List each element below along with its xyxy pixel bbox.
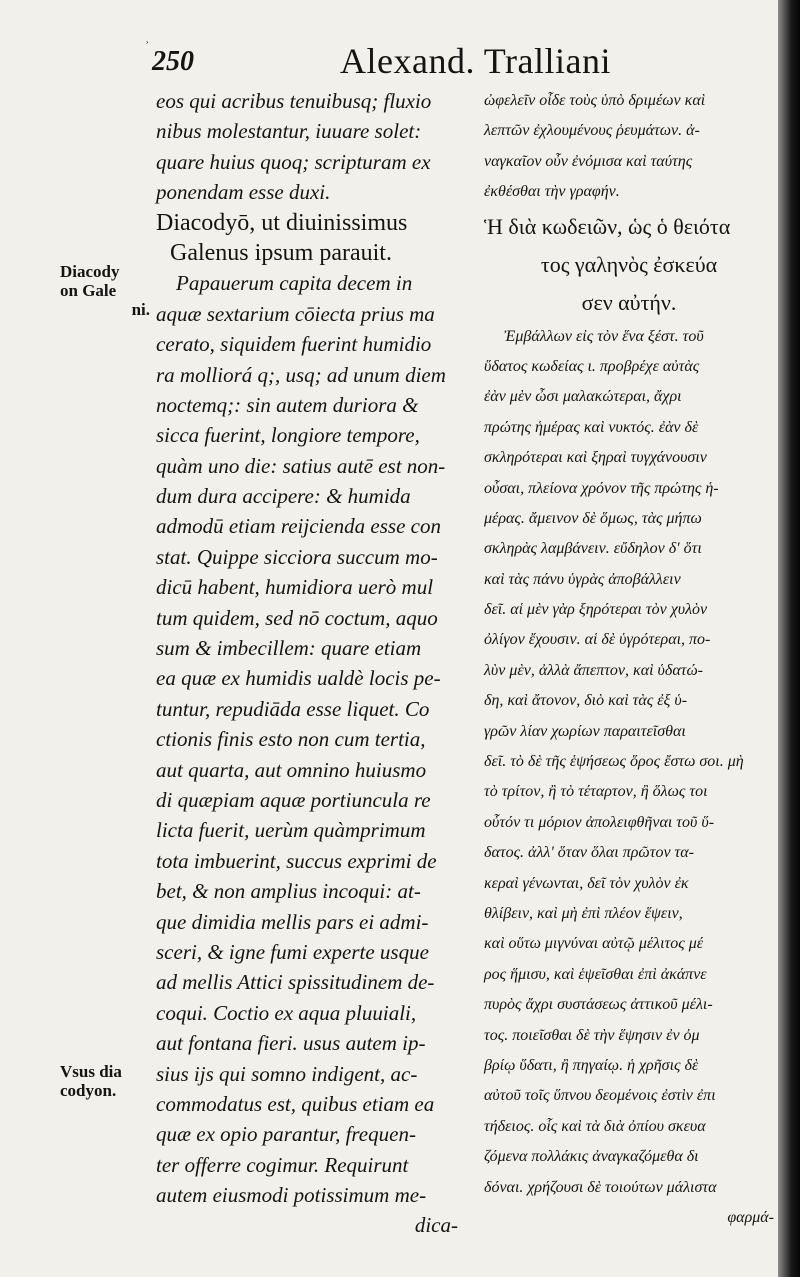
greek-line: ρος ἥμισυ, καὶ ἑψεῖσθαι ἐπὶ ἀκάπνε (484, 965, 707, 983)
greek-line: δατος. ἀλλ' ὅταν ὅλαι πρῶτον τα- (484, 844, 695, 862)
greek-line: λεπτῶν ἐχλουμένους ῥευμάτων. ἀ- (484, 122, 700, 140)
latin-line: Papauerum capita decem in (176, 271, 413, 296)
latin-line: commodatus est, quibus etiam ea (156, 1091, 435, 1116)
greek-line: ὀλίγον ἔχουσιν. αἱ δὲ ὑγρότεραι, πο- (484, 631, 711, 649)
greek-line: δη, καὶ ἄτονον, διὸ καὶ τὰς ἐξ ὑ- (484, 692, 688, 710)
greek-line: οὖτόν τι μόριον ἀπολειφθῆναι τοῦ ὕ- (484, 813, 715, 831)
greek-heading: Ἡ διὰ κωδειῶν, ὡς ὁ θειότα (484, 213, 731, 239)
greek-line: κεραὶ γένωνται, δεῖ τὸν χυλὸν ἐκ (484, 874, 689, 892)
latin-column (156, 86, 458, 1241)
greek-line: μέρας. ἄμεινον δὲ ὅμως, τὰς μήπω (484, 509, 702, 527)
greek-catchword: φαρμά- (727, 1208, 774, 1226)
latin-line: sicca fuerint, longiore tempore, (156, 423, 420, 448)
latin-line: tum quidem, sed nō coctum, aquo (156, 605, 438, 630)
margin-note-line: Vsus dia (60, 1062, 122, 1081)
greek-line: καὶ οὕτω μιγνύναι αὐτῷ μέλιτος μέ (484, 935, 704, 953)
margin-note-line: on Gale (60, 281, 117, 300)
greek-line: λὺν μὲν, ἀλλὰ ἄπεπτον, καὶ ὑδατώ- (484, 661, 703, 679)
greek-line: δεῖ. αἱ μὲν γὰρ ξηρότεραι τὸν χυλὸν (484, 601, 708, 619)
greek-heading: σεν αὐτήν. (581, 289, 677, 315)
greek-line: σκληρὰς λαμβάνειν. εὔδηλον δ' ὅτι (484, 540, 702, 558)
latin-line: nibus molestantur, iuuare solet: (156, 119, 422, 144)
latin-line: noctemq;: sin autem duriora & (156, 392, 419, 417)
latin-line: aut quarta, aut omnino huiusmo (156, 757, 427, 782)
latin-line: ra molliorá q;, usq; ad unum diem (156, 362, 446, 387)
latin-line: ponendam esse duxi. (156, 180, 331, 205)
latin-line: ea quæ ex humidis ualdè locis pe- (156, 666, 441, 691)
greek-line: καὶ τὰς πάνυ ὑγρὰς ἀποβάλλειν (484, 570, 681, 588)
latin-line: que dimidia mellis pars ei admi- (156, 909, 429, 934)
latin-line: di quæpiam aquæ portiuncula re (156, 787, 431, 812)
greek-line: τήδειος. οἷς καὶ τὰ διὰ ὀπίου σκευα (484, 1117, 706, 1135)
latin-line: autem eiusmodi potissimum me- (156, 1183, 427, 1208)
latin-line: ad mellis Attici spissitudinem de- (156, 970, 435, 995)
greek-line: οὖσαι, πλείονα χρόνον τῆς πρώτης ἡ- (484, 479, 719, 497)
greek-line: ναγκαῖον οὖν ἐνόμισα καὶ ταύτης (484, 152, 693, 170)
latin-line: coqui. Coctio ex aqua pluuiali, (156, 1000, 417, 1025)
greek-line: πρώτης ἡμέρας καὶ νυκτός. ἐὰν δὲ (484, 418, 699, 436)
greek-heading: τος γαληνὸς ἐσκεύα (540, 251, 718, 277)
greek-line: θλίβειν, καὶ μὴ ἐπὶ πλέον ἕψειν, (484, 904, 683, 922)
latin-line: aut fontana fieri. usus autem ip- (156, 1031, 426, 1056)
latin-catchword: dica- (414, 1213, 458, 1238)
greek-line: ἐκθέσθαι τὴν γραφήν. (484, 183, 620, 201)
greek-line: βρίῳ ὕδατι, ἢ πηγαίῳ. ἡ χρῆσις δὲ (484, 1056, 699, 1074)
latin-line: stat. Quippe sicciora succum mo- (156, 544, 438, 569)
greek-line: δόναι. χρήζουσι δὲ τοιούτων μάλιστα (484, 1178, 717, 1196)
greek-line: ὕδατος κωδείας ι. προβρέχε αὐτὰς (484, 357, 700, 375)
latin-line: ter offerre cogimur. Requirunt (156, 1152, 409, 1177)
greek-line: ζόμενα πολλάκις ἀναγκαζόμεθα δι (484, 1148, 699, 1166)
latin-line: sum & imbecillem: quare etiam (156, 636, 422, 661)
latin-line: eos qui acribus tenuibusq; fluxio (156, 89, 432, 113)
latin-heading: Galenus ipsum parauit. (170, 239, 392, 266)
latin-line: tota imbuerint, succus exprimi de (156, 848, 437, 873)
ink-mark: ¸ (145, 30, 149, 44)
margin-note-line: ni. (131, 300, 150, 319)
latin-line: aquæ sextarium cōiecta prius ma (156, 301, 435, 326)
latin-line: quàm uno die: satius autē est non- (156, 453, 446, 478)
latin-line: admodū etiam reijcienda esse con (156, 514, 441, 539)
latin-line: ctionis finis esto non cum tertia, (156, 727, 426, 752)
greek-line: γρῶν λίαν χωρίων παραιτεῖσθαι (484, 722, 686, 740)
page-number: 250 (152, 46, 194, 77)
margin-note-line: Diacody (60, 262, 120, 281)
margin-note-usus (60, 1062, 150, 1100)
greek-line: τὸ τρίτον, ἢ τὸ τέταρτον, ἢ ὅλως τοι (484, 783, 708, 801)
latin-line: quare huius quoq; scripturam ex (156, 149, 431, 174)
latin-heading: Diacodyō, ut diuinissimus (156, 209, 408, 236)
greek-line: πυρὸς ἄχρι συστάσεως ἀττικοῦ μέλι- (484, 996, 713, 1014)
latin-line: sius ijs qui somno indigent, ac- (156, 1061, 418, 1086)
greek-line: τος. ποιεῖσθαι δὲ τὴν ἕψησιν ἐν ὀμ (484, 1026, 700, 1044)
latin-line: cerato, siquidem fuerint humidio (156, 332, 432, 357)
greek-line: αὐτοῦ τοῖς ὕπνου δεομένοις ἐστὶν ἐπι (484, 1087, 716, 1105)
greek-line: Ἐμβάλλων εἰς τὸν ἕνα ξέστ. τοῦ (504, 327, 704, 345)
greek-line: ἐὰν μὲν ὦσι μαλακώτεραι, ἄχρι (484, 388, 682, 406)
greek-line: ὠφελεῖν οἶδε τοὺς ὑπὸ δριμέων καὶ (484, 92, 706, 109)
latin-line: bet, & non amplius incoqui: at- (156, 879, 421, 904)
greek-column (484, 86, 774, 1233)
latin-line: dicū habent, humidiora uerò mul (156, 575, 434, 600)
latin-line: dum dura accipere: & humida (156, 484, 411, 509)
margin-note-diacodyon (60, 262, 150, 319)
book-spine-shadow (778, 0, 800, 1277)
latin-line: sceri, & igne fumi experte usque (156, 939, 429, 964)
margin-note-line: codyon. (60, 1081, 117, 1100)
latin-line: tuntur, repudiāda esse liquet. Co (156, 696, 430, 721)
greek-line: δεῖ. τὸ δὲ τῆς ἑψήσεως ὅρος ἔστω σοι. μὴ (484, 753, 744, 771)
running-head: Alexand. Tralliani (340, 41, 611, 81)
latin-line: licta fuerit, uerùm quàmprimum (156, 818, 426, 843)
latin-line: quæ ex opio parantur, frequen- (156, 1122, 416, 1147)
greek-line: σκληρότεραι καὶ ξηραὶ τυγχάνουσιν (484, 449, 707, 467)
